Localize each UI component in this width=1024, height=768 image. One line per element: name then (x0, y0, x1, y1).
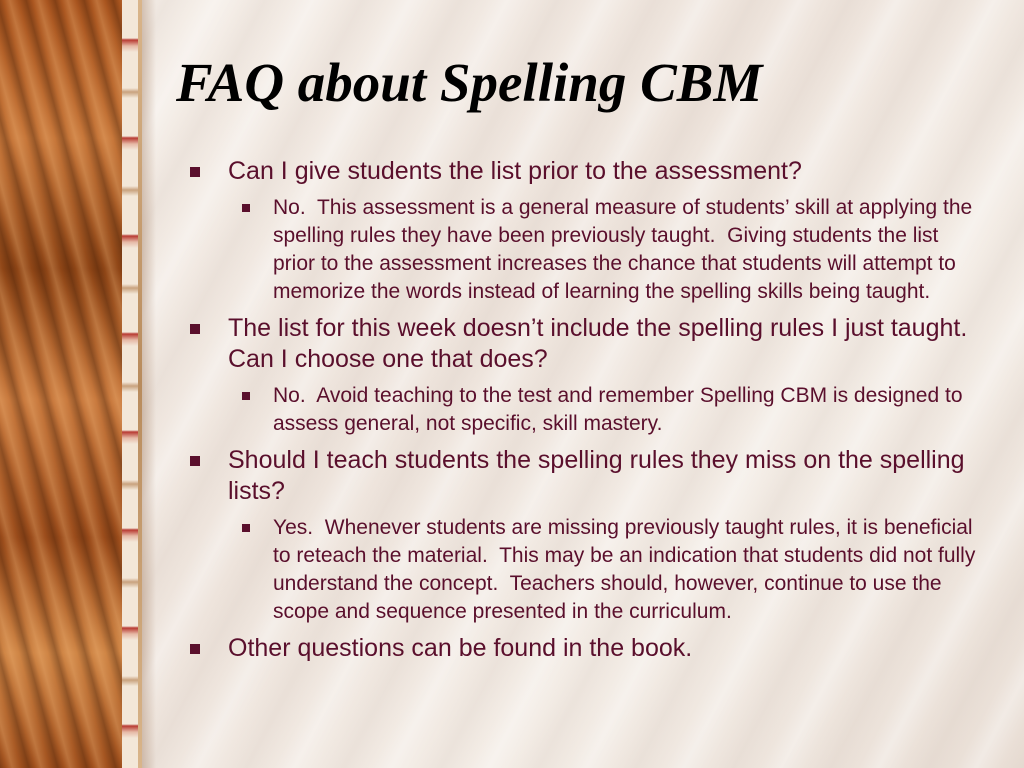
square-bullet-icon (242, 204, 250, 212)
faq-answer-3 (190, 514, 980, 626)
question-text: The list for this week doesn’t include the spelling rules I just taught. Can I choose one that does? (228, 314, 975, 373)
square-bullet-icon (190, 324, 200, 334)
faq-answer-2 (190, 382, 980, 438)
answer-text: No. Avoid teaching to the test and remember Spelling CBM is designed to assess general, not specific, skill mastery. (273, 384, 969, 435)
square-bullet-icon (190, 456, 200, 466)
square-bullet-icon (242, 392, 250, 400)
divider-shadow (142, 0, 156, 768)
decorative-palm-band (0, 0, 124, 768)
decorative-ribbon (122, 0, 138, 768)
faq-question-3 (190, 445, 980, 507)
question-text: Should I teach students the spelling rules they miss on the spelling lists? (228, 446, 972, 505)
answer-text: No. This assessment is a general measure of students’ skill at applying the spelling rules they have been previously taught. Giving students the list prior to the assessment increases the chance that students will attempt to memorize the words instead of learning the spelling skills being taught. (273, 196, 979, 303)
faq-question-1 (190, 156, 980, 187)
slide-body (190, 156, 980, 671)
answer-text: Yes. Whenever students are missing previously taught rules, it is beneficial to reteach the material. This may be an indication that students did not fully understand the concept. Teachers should, however, continue to use the scope and sequence presented in the curriculum. (273, 516, 982, 623)
square-bullet-icon (190, 644, 200, 654)
faq-question-2 (190, 313, 980, 375)
closing-text: Other questions can be found in the book. (228, 634, 693, 662)
faq-answer-1 (190, 194, 980, 306)
slide-title: FAQ about Spelling CBM (176, 52, 763, 113)
faq-closing-note (190, 633, 980, 664)
square-bullet-icon (242, 524, 250, 532)
square-bullet-icon (190, 167, 200, 177)
question-text: Can I give students the list prior to the assessment? (228, 157, 802, 185)
